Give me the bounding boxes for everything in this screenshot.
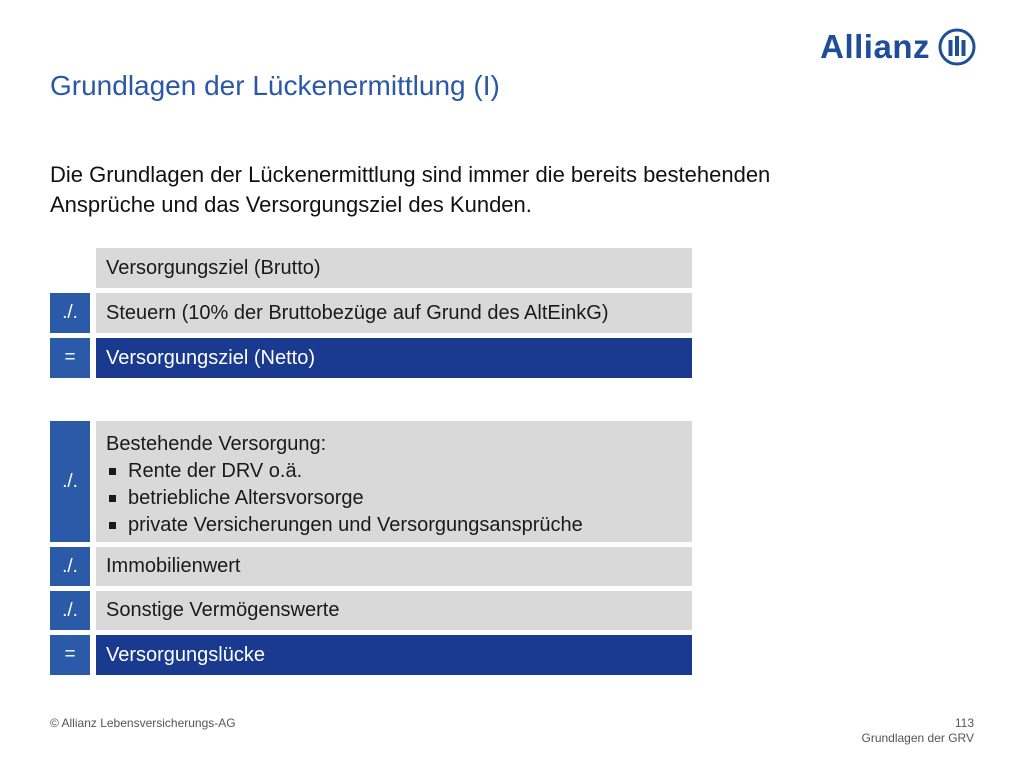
intro-text [50,160,930,220]
allianz-eagle-icon [938,28,976,66]
footer-copyright: © Allianz Lebensversicherungs-AG [50,716,236,730]
table1-row3-label: Versorgungsziel (Netto) [96,338,692,378]
table2-row3-operator: ./. [50,591,90,630]
bullet-item: betriebliche Altersvorsorge [106,485,692,512]
provision-bullet-list [106,458,692,539]
table2-row3-label: Sonstige Vermögenswerte [96,591,692,630]
bullet-item: private Versicherungen und Versorgungsansprüche [106,512,692,539]
footer-section: Grundlagen der GRV [861,731,974,745]
bullet-item: Rente der DRV o.ä. [106,458,692,485]
table2-row2-operator: ./. [50,547,90,586]
logo-text: Allianz [820,28,930,65]
table1-row3-operator: = [50,338,90,378]
table2-row1-content [96,421,692,542]
table1-row2-operator: ./. [50,293,90,333]
intro-line-2: Ansprüche und das Versorgungsziel des Kunden. [50,192,532,217]
table2-row1-operator: ./. [50,421,90,542]
table2-row4-operator: = [50,635,90,675]
table2-row1-label: Bestehende Versorgung: [106,433,327,455]
page-number: 113 [954,716,974,730]
footer-right [861,716,974,746]
table1-row1-label: Versorgungsziel (Brutto) [96,248,692,288]
page-title: Grundlagen der Lückenermittlung (I) [50,70,500,101]
table2-row2-label: Immobilienwert [96,547,692,586]
intro-line-1: Die Grundlagen der Lückenermittlung sind immer die bereits bestehenden [50,162,771,187]
allianz-logo [820,28,976,66]
table1-row2-label: Steuern (10% der Bruttobezüge auf Grund des AltEinkG) [96,293,692,333]
table2-row4-label: Versorgungslücke [96,635,692,675]
